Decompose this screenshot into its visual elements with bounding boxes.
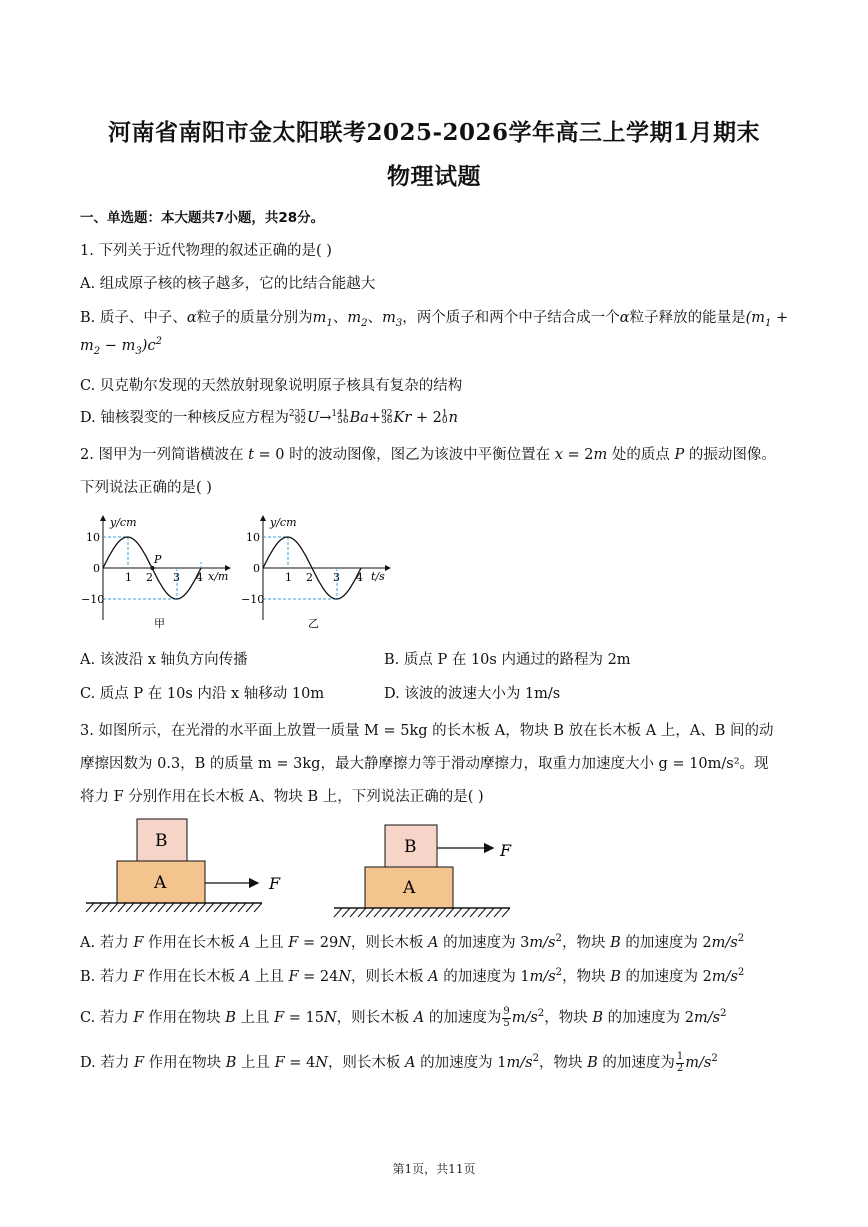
q2-stem-line1: 2. 图甲为一列简谐横波在 t = 0 时的波动图像，图乙为该波中平衡位置在 x = 2m 处的质点 P 的振动图像。 xyxy=(80,447,776,463)
svg-text:2: 2 xyxy=(146,571,153,584)
q3-option-b: B. 若力 F 作用在长木板 A 上且 F = 24N，则长木板 A 的加速度为 $1m/s^2$，物块 B 的加速度为 $2m/s^2$ xyxy=(80,967,745,985)
wave-graph-jia xyxy=(78,510,238,635)
page-title: 河南省南阳市金太阳联考2025-2026学年高三上学期1月期末 xyxy=(107,119,761,146)
svg-text:x/m: x/m xyxy=(208,570,229,583)
q3-option-d: D. 若力 F 作用在物块 B 上且 F = 4N，则长木板 A 的加速度为 $1m/s^2$，物块 B 的加速度为 $\frac{1}{2}$ $m/s^2$ xyxy=(80,1051,718,1074)
svg-text:A: A xyxy=(403,878,416,898)
svg-text:B: B xyxy=(155,831,168,851)
section-heading: 一、单选题：本大题共7小题，共28分。 xyxy=(80,210,325,226)
block-figure-force-on-a xyxy=(82,815,292,915)
svg-text:y/cm: y/cm xyxy=(270,516,297,529)
svg-text:P: P xyxy=(154,553,162,566)
q2-option-c: C. 质点 P 在 10s 内沿 x 轴移动 10m xyxy=(80,686,325,702)
page-footer: 第1页，共11页 xyxy=(392,1162,476,1176)
svg-text:B: B xyxy=(404,837,417,857)
svg-text:−10: −10 xyxy=(241,593,265,606)
q1-option-b-line2: $m_2 - m_3)c^2$ xyxy=(80,336,163,357)
q2-stem-line2: 下列说法正确的是( ) xyxy=(80,480,212,496)
q1-option-b: B. 质子、中子、α粒子的质量分别为$m_1$、$m_2$、$m_3$，两个质子和两个中子结合成一个α粒子释放的能量是($m_1$ + xyxy=(80,310,789,329)
svg-text:t/s: t/s xyxy=(371,570,385,583)
q2-option-b: B. 质点 P 在 10s 内通过的路程为 2m xyxy=(384,652,631,668)
q1-option-c: C. 贝克勒尔发现的天然放射现象说明原子核具有复杂的结构 xyxy=(80,378,463,394)
svg-text:10: 10 xyxy=(246,531,260,544)
svg-text:A: A xyxy=(154,873,167,893)
svg-text:乙: 乙 xyxy=(308,617,319,630)
svg-text:3: 3 xyxy=(173,571,180,584)
q1-stem: 1. 下列关于近代物理的叙述正确的是( ) xyxy=(80,243,332,259)
svg-text:F: F xyxy=(500,841,512,860)
svg-text:2: 2 xyxy=(306,571,313,584)
q3-stem-line2: 摩擦因数为 0.3，B 的质量 m = 3kg，最大静摩擦力等于滑动摩擦力，取重力加速度大小 g = 10m/s²。现 xyxy=(80,756,769,772)
svg-text:−10: −10 xyxy=(81,593,105,606)
svg-text:甲: 甲 xyxy=(154,617,165,630)
svg-text:3: 3 xyxy=(333,571,340,584)
svg-text:1: 1 xyxy=(285,571,292,584)
svg-text:y/cm: y/cm xyxy=(110,516,137,529)
svg-text:10: 10 xyxy=(86,531,100,544)
svg-text:0: 0 xyxy=(93,562,100,575)
q2-option-a: A. 该波沿 x 轴负方向传播 xyxy=(80,652,248,668)
vibration-graph-yi xyxy=(238,510,398,635)
svg-text:1: 1 xyxy=(125,571,132,584)
svg-text:4: 4 xyxy=(356,571,363,584)
q2-option-d: D. 该波的波速大小为 1m/s xyxy=(384,686,561,702)
svg-text:4: 4 xyxy=(196,571,203,584)
q3-option-c: C. 若力 F 作用在物块 B 上且 F = 15N，则长木板 A 的加速度为 $\frac{9}{5}$ $m/s^2$，物块 B 的加速度为 $2m/s^2$ xyxy=(80,1006,727,1029)
q3-stem-line1: 3. 如图所示，在光滑的水平面上放置一质量 M = 5kg 的长木板 A，物块 B 放在长木板 A 上，A、B 间的动 xyxy=(80,723,774,739)
q3-option-a: A. 若力 F 作用在长木板 A 上且 F = 29N，则长木板 A 的加速度为 $3m/s^2$，物块 B 的加速度为 $2m/s^2$ xyxy=(80,933,745,951)
q1-option-a: A. 组成原子核的核子越多，它的比结合能越大 xyxy=(80,276,376,292)
q3-stem-line3: 将力 F 分别作用在长木板 A、物块 B 上，下列说法正确的是( ) xyxy=(80,789,484,805)
q1-option-d: D. 铀核裂变的一种核反应方程为235 92U→141 56Ba+92 36Kr + 21 0n xyxy=(80,408,458,426)
svg-text:0: 0 xyxy=(253,562,260,575)
block-figure-force-on-b xyxy=(330,815,540,920)
page-subtitle: 物理试题 xyxy=(387,163,481,190)
svg-text:F: F xyxy=(269,874,281,893)
